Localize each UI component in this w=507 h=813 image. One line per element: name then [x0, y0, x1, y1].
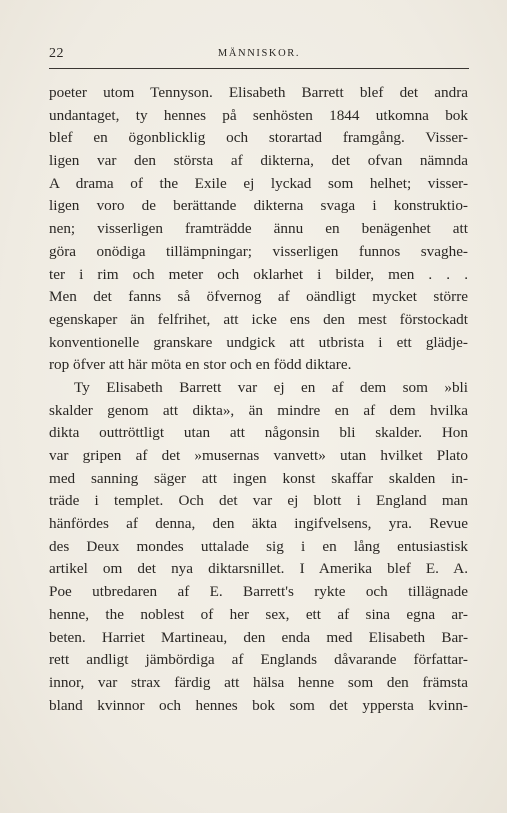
text-line: beten. Harriet Martineau, den enda med Elisabeth Bar-: [49, 628, 468, 646]
text-line: ligen var den största af dikterna, det ofvan nämnda: [49, 152, 468, 170]
text-line: var gripen af det »musernas vanvett» utan hvilket Plato: [49, 447, 468, 464]
text-line: rett andligt jämbördiga af Englands dåvarande författar-: [49, 651, 468, 669]
text-line: hänfördes af denna, den äkta ingifvelsens, yra. Revue: [49, 515, 468, 533]
text-line: konventionelle granskare undgick att utbrista i ett glädje-: [49, 333, 468, 351]
text-line: Poe utbredaren af E. Barrett's rykte och tillägnade: [49, 583, 468, 601]
text-line: undantaget, ty hennes på senhösten 1844 utkomna bok: [49, 106, 468, 124]
text-line: bland kvinnor och hennes bok som det yppersta kvinn-: [49, 696, 468, 714]
body-text: [49, 82, 468, 717]
text-line: nen; visserligen framträdde ännu en benägenhet att: [49, 220, 468, 238]
text-line: blef en ögonblicklig och storartad framgång. Visser-: [49, 129, 468, 147]
text-line: Ty Elisabeth Barrett var ej en af dem som »bli: [74, 378, 468, 396]
text-line: skalder genom att dikta», än mindre en af dem hvilka: [49, 401, 468, 419]
text-line: des Deux mondes uttalade sig i en lång entusiastisk: [49, 537, 468, 555]
page-number: 22: [49, 46, 64, 61]
text-line: egenskaper än felfrihet, att icke ens den mest förstockadt: [49, 310, 468, 328]
text-line: träde i templet. Och det var ej blott i England man: [49, 492, 468, 510]
text-line: poeter utom Tennyson. Elisabeth Barrett blef det andra: [49, 84, 468, 101]
text-line: henne, the noblest of her sex, ett af sina egna ar-: [49, 605, 468, 623]
page-header: [49, 46, 469, 64]
text-line: med sanning säger att ingen konst skaffar skalden in-: [49, 469, 468, 487]
running-head: MÄNNISKOR.: [217, 48, 301, 59]
text-line: A drama of the Exile ej lyckad som helhet; visser-: [49, 174, 468, 192]
text-line: göra onödiga tillämpningar; visserligen funnos svaghe-: [49, 242, 468, 260]
header-rule: [49, 68, 469, 69]
text-line: Men det fanns så öfvernog af oändligt mycket större: [49, 288, 468, 306]
text-line: artikel om det nya diktarsnillet. I Amerika blef E. A.: [49, 560, 468, 578]
text-line: rop öfver att här möta en stor och en född diktare.: [49, 356, 352, 374]
text-line: ligen voro de berättande dikterna svaga i konstruktio-: [49, 197, 468, 215]
text-line: ter i rim och meter och oklarhet i bilder, men . . .: [49, 265, 468, 283]
text-line: innor, var strax färdig att hälsa henne som den främsta: [49, 673, 468, 691]
text-line: dikta outtröttligt utan att någonsin bli skalder. Hon: [49, 424, 468, 442]
